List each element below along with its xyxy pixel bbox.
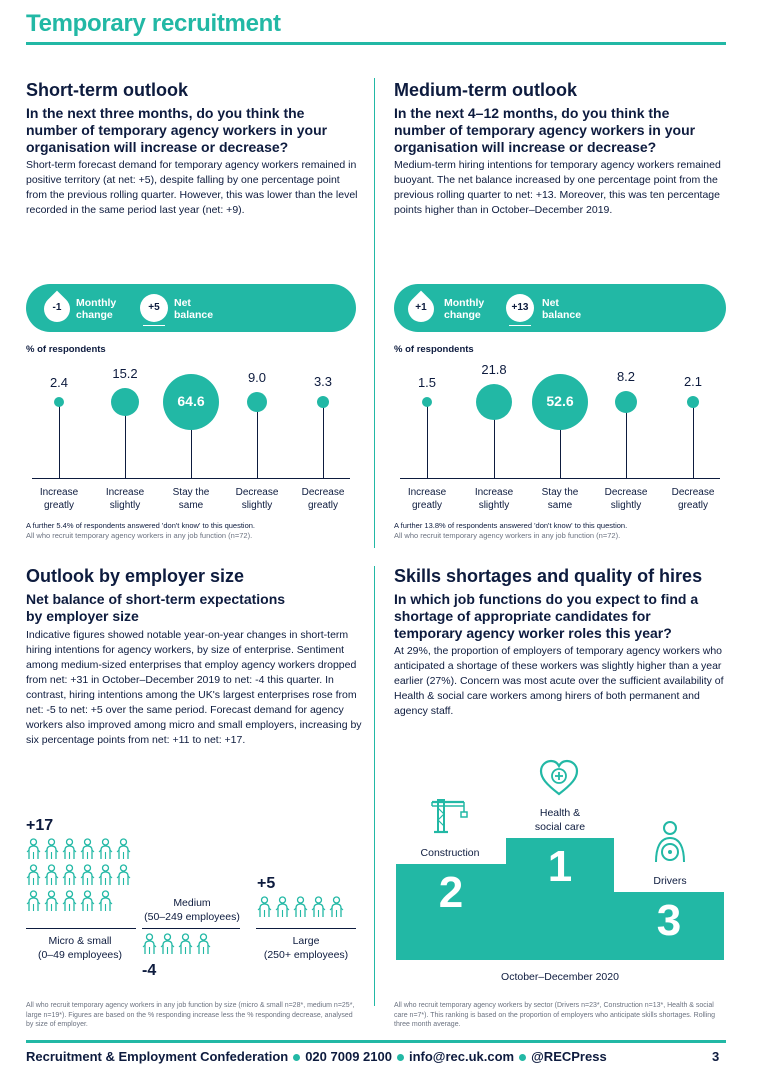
category-label: Increase slightly [105, 487, 145, 511]
person-icon [62, 864, 77, 886]
footer-contact [26, 1049, 607, 1064]
category-label: Decrease slightly [604, 487, 648, 511]
lollipop-dot [687, 396, 699, 408]
people-row [26, 838, 136, 860]
person-icon [116, 838, 131, 860]
category-label: Decrease greatly [671, 487, 715, 511]
net-balance-underline [143, 325, 165, 326]
pct-respondents-label: % of respondents [394, 344, 474, 355]
page-title: Temporary recruitment [26, 10, 281, 37]
monthly-change-label: Monthly change [444, 297, 485, 321]
medium-term-body: Medium-term hiring intentions for temporary agency workers remained buoyant. The net balance increased by one percentage point from the previous rolling quarter to net: +13. Moreover, this was ten percentage points higher than in October–December 2019. [394, 159, 721, 216]
lollipop-stem [257, 402, 258, 478]
monthly-change-value: +1 [415, 302, 427, 313]
driver-icon [650, 820, 690, 864]
category-label: Stay the same [172, 487, 210, 511]
skills-question: In which job functions do you expect to find a shortage of appropriate candidates for temporary agency worker roles this year? [394, 591, 699, 641]
micro-small-value: +17 [26, 817, 54, 834]
short-term-question: In the next three months, do you think the number of temporary agency workers in your organisation will increase or decrease? [26, 105, 328, 155]
medium-baseline [142, 928, 240, 929]
person-icon [178, 933, 193, 955]
large-label: Large (250+ employees) [263, 935, 349, 961]
footer-email[interactable]: info@rec.uk.com [408, 1049, 515, 1064]
large-baseline [256, 928, 356, 929]
lollipop-dot [615, 391, 637, 413]
employer-size-body: Indicative figures showed notable year-on-year changes in short-term hiring intentions for agency workers, by size of enterprise. Sentiment among medium-sized enterprises that employ agency workers dropped from net: +31 in October–December 2019 to net: -4 this quarter. In contrast, hiring intentions among the UK's largest enterprises rose from net: -5 to net: +5 over the same period. Forecast demand for agency workers also improved among micro and small employers, increasing by six percentage points from net: +11 to net: +17. [26, 629, 362, 746]
medium-people-icons [142, 933, 222, 959]
lollipop-stem [59, 402, 60, 478]
category-label: Decrease slightly [235, 487, 279, 511]
person-icon [26, 864, 41, 886]
employer-size-footnote: All who recruit temporary agency workers in any job function by size (micro & small n=28*, medium n=25*, large n=19*). Figures are based on the % responding increase less the % responding decrease, analysed by size of employer. [26, 1002, 355, 1028]
person-icon [62, 838, 77, 860]
lollipop-stem [626, 402, 627, 478]
data-label: 1.5 [417, 375, 437, 390]
person-icon [80, 864, 95, 886]
medium-term-note: A further 13.8% of respondents answered 'don't know' to this question. [394, 521, 628, 530]
person-icon [44, 890, 59, 912]
net-balance-value: +13 [506, 294, 534, 322]
employer-size-title: Outlook by employer size [26, 566, 245, 586]
lollipop-dot [317, 396, 329, 408]
podium-third-rank: 3 [656, 896, 682, 945]
person-icon [44, 864, 59, 886]
person-icon [62, 890, 77, 912]
footer-org: Recruitment & Employment Confederation [26, 1049, 289, 1064]
column-divider [374, 566, 375, 1006]
data-label: 21.8 [481, 362, 507, 377]
page-number: 3 [712, 1049, 720, 1064]
category-label: Increase greatly [407, 487, 447, 511]
people-row [257, 896, 357, 918]
column-divider [374, 78, 375, 548]
pct-respondents-label: % of respondents [26, 344, 106, 355]
net-balance-value: +5 [140, 294, 168, 322]
lollipop-dot [476, 384, 512, 420]
crane-icon [428, 796, 468, 836]
micro-small-people-icons [26, 838, 136, 916]
lollipop-stem [693, 402, 694, 478]
short-term-lollipop-chart [26, 360, 356, 520]
data-label: 64.6 [177, 393, 205, 409]
heart-plus-icon [538, 758, 580, 798]
footer-twitter[interactable]: @RECPress [531, 1049, 607, 1064]
category-label: Increase slightly [474, 487, 514, 511]
third-place-label: Drivers [653, 875, 687, 887]
person-icon [98, 838, 113, 860]
medium-term-lollipop-chart [394, 360, 726, 520]
short-term-note: A further 5.4% of respondents answered 'don't know' to this question. [26, 521, 256, 530]
skills-title: Skills shortages and quality of hires [394, 566, 703, 586]
net-balance-label: Net balance [174, 297, 214, 321]
medium-label: Medium (50–249 employees) [144, 897, 240, 923]
data-label: 2.4 [49, 375, 69, 390]
medium-term-question: In the next 4–12 months, do you think the number of temporary agency workers in your organisation will increase or decrease? [394, 105, 696, 155]
data-label: 8.2 [616, 369, 636, 384]
data-label: 9.0 [247, 370, 267, 385]
data-label: 52.6 [546, 393, 574, 409]
person-icon [44, 838, 59, 860]
second-place-label: Construction [420, 847, 480, 859]
short-term-title: Short-term outlook [26, 80, 188, 100]
medium-term-note-base: All who recruit temporary agency workers in any job function (n=72). [394, 531, 621, 540]
skills-period: October–December 2020 [501, 971, 619, 983]
monthly-change-label: Monthly change [76, 297, 117, 321]
person-icon [293, 896, 308, 918]
person-icon [26, 890, 41, 912]
people-row [142, 933, 222, 955]
medium-term-title: Medium-term outlook [394, 80, 577, 100]
monthly-change-value: -1 [52, 302, 62, 313]
micro-small-label: Micro & small (0–49 employees) [37, 935, 123, 961]
net-balance-underline [509, 325, 531, 326]
lollipop-stem [323, 402, 324, 478]
employer-size-subtitle: Net balance of short-term expectations by employer size [26, 591, 286, 624]
category-label: Increase greatly [39, 487, 79, 511]
chart-baseline [400, 478, 720, 479]
footer-phone[interactable]: 020 7009 2100 [305, 1049, 392, 1064]
person-icon [98, 890, 113, 912]
podium-second-rank: 2 [438, 868, 464, 917]
lollipop-dot [54, 397, 64, 407]
person-icon [80, 838, 95, 860]
person-icon [26, 838, 41, 860]
micro-small-baseline [26, 928, 136, 929]
category-label: Stay the same [541, 487, 579, 511]
skills-footnote: All who recruit temporary agency workers by sector (Drivers n=23*, Construction n=13*, Health & social care n=7*). This ranking is based on the proportion of employers who anticipate skills shortages. Rolling three month average. [394, 1002, 716, 1028]
lollipop-stem [427, 402, 428, 478]
short-term-note-base: All who recruit temporary agency workers in any job function (n=72). [26, 531, 253, 540]
person-icon [160, 933, 175, 955]
footer-rule [26, 1040, 726, 1043]
large-people-icons [257, 896, 357, 922]
people-row [26, 890, 136, 912]
data-label: 2.1 [683, 374, 703, 389]
data-label: 15.2 [112, 366, 138, 381]
skills-body: At 29%, the proportion of employers of temporary agency workers who anticipated a shortage of these workers was slightly higher than a year earlier (27%). Concern was most acute over the sufficient availability of Health & social care workers among hirers of both permanent and agency staff. [394, 645, 724, 717]
person-icon [275, 896, 290, 918]
person-icon [116, 864, 131, 886]
lollipop-dot [422, 397, 432, 407]
person-icon [329, 896, 344, 918]
first-place-label: Health & social care [534, 807, 586, 833]
data-label: 3.3 [313, 374, 333, 389]
people-row [26, 864, 136, 886]
podium-first-rank: 1 [547, 842, 573, 891]
person-icon [311, 896, 326, 918]
person-icon [142, 933, 157, 955]
net-balance-label: Net balance [542, 297, 582, 321]
short-term-body: Short-term forecast demand for temporary agency workers remained in positive territory (at net: +5), despite falling by one percentage point from the previous rolling quarter. However, this was lower than the level recorded in the same period last year (net: +9). [26, 159, 358, 216]
chart-baseline [32, 478, 350, 479]
lollipop-dot [111, 388, 139, 416]
bullet-dot [397, 1054, 404, 1061]
lollipop-dot [247, 392, 267, 412]
medium-value: -4 [142, 962, 157, 979]
header-rule [26, 42, 726, 45]
person-icon [257, 896, 272, 918]
person-icon [196, 933, 211, 955]
bullet-dot [293, 1054, 300, 1061]
category-label: Decrease greatly [301, 487, 345, 511]
person-icon [80, 890, 95, 912]
bullet-dot [519, 1054, 526, 1061]
person-icon [98, 864, 113, 886]
large-value: +5 [257, 875, 276, 892]
